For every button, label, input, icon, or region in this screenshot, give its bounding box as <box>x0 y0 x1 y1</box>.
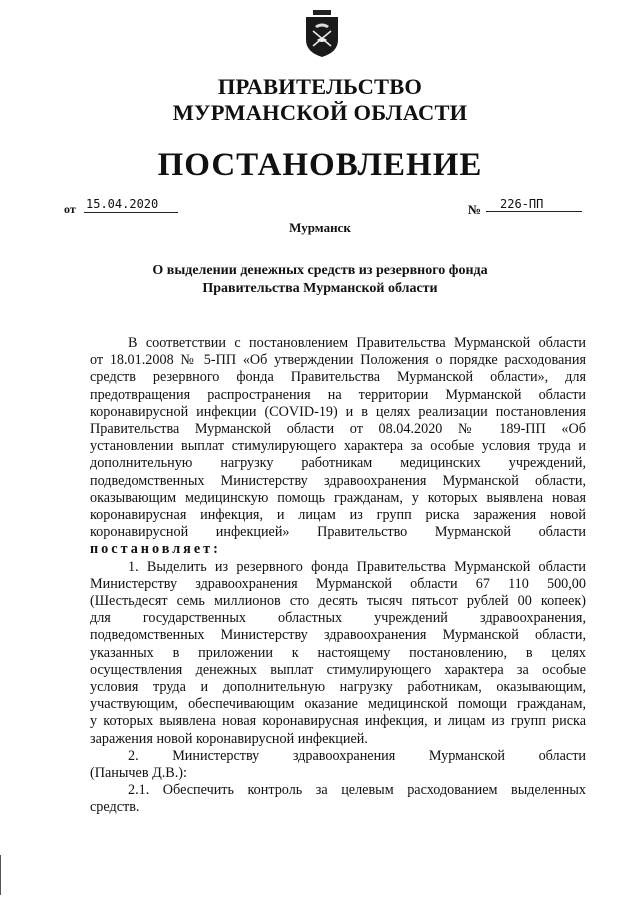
subject-line-2: Правительства Мурманской области <box>202 281 438 296</box>
item1-line: подведомственных Министерству здравоохранения Мурманской области, <box>90 627 586 644</box>
coat-of-arms-icon <box>302 10 342 58</box>
resolves-word <box>90 541 586 558</box>
item1-line: условия труда и дополнительную нагрузку работникам, оказывающим, <box>90 679 586 696</box>
intro-line: предотвращения распространения на территории Мурманской области <box>90 386 586 403</box>
item21-line: 2.1. Обеспечить контроль за целевым расходованием выделенных <box>128 782 586 799</box>
intro-line: подведомственных Министерству здравоохранения Мурманской области, <box>90 472 586 489</box>
decree-date: 15.04.2020 <box>84 196 178 213</box>
intro-line: Правительства Мурманской области от 08.04.2020 № 189-ПП «Об <box>90 421 586 438</box>
resolves-text: постановляет: <box>90 541 221 558</box>
intro-line: В соответствии с постановлением Правительства Мурманской области <box>128 335 586 351</box>
scan-margin-mark <box>0 855 1 895</box>
item1-line: указанных в приложении к настоящему постановлению, в целях <box>90 644 586 661</box>
item1-line: участвующим, обеспечивающим оказание медицинской помощи гражданам, <box>90 696 586 713</box>
city-name: Мурманск <box>289 220 351 235</box>
government-title <box>0 74 640 126</box>
number-prefix: № <box>468 202 482 217</box>
gov-line-2: МУРМАНСКОЙ ОБЛАСТИ <box>172 100 468 125</box>
item1-line: 1. Выделить из резервного фонда Правительства Мурманской области <box>128 558 586 575</box>
intro-line: установлении выплат стимулирующего характера за особые условия труда и <box>90 438 586 455</box>
item1-line: Министерству здравоохранения Мурманской области 67 110 500,00 <box>90 575 586 592</box>
document-type-title: ПОСТАНОВЛЕНИЕ <box>157 147 483 183</box>
intro-line: коронавирусная инфекция, и лицам из групп риска заражения новой <box>90 507 586 524</box>
gov-line-1: ПРАВИТЕЛЬСТВО <box>217 74 423 99</box>
intro-line: дополнительную нагрузку работникам медицинских учреждений, <box>90 455 586 472</box>
decree-subject <box>0 262 640 298</box>
decree-body <box>90 335 586 817</box>
item1-line: у которых выявлена новая коронавирусная инфекция, и лицам из групп риска <box>90 713 586 730</box>
item1-line: заражения новой коронавирусной инфекцией. <box>90 730 368 747</box>
intro-line: средств резервного фонда Правительства Мурманской области», для <box>90 369 586 386</box>
date-prefix: от <box>64 202 76 216</box>
subject-line-1: О выделении денежных средств из резервного фонда <box>152 263 488 278</box>
intro-line: коронавирусной инфекцией» Правительство Мурманской области <box>90 524 586 541</box>
item21-line: средств. <box>90 799 140 816</box>
decree-number: 226-ПП <box>486 196 582 212</box>
item1-line: (Шестьдесят семь миллионов сто десять тысяч пятьсот рублей 00 копеек) <box>90 593 586 610</box>
item1-line: осуществления денежных выплат стимулирующего характера за особые <box>90 661 586 678</box>
intro-line: оказывающим медицинскую помощь гражданам, у которых выявлена новая <box>90 489 586 506</box>
intro-line: коронавирусной инфекции (COVID-19) и в целях реализации постановления <box>90 403 586 420</box>
intro-line: от 18.01.2008 № 5-ПП «Об утверждении Положения о порядке расходования <box>90 352 586 369</box>
date-number-row <box>0 196 640 220</box>
item1-line: для государственных областных учреждений здравоохранения, <box>90 610 586 627</box>
item2-line: 2. Министерству здравоохранения Мурманской области <box>128 747 586 764</box>
item2-line: (Панычев Д.В.): <box>90 765 187 782</box>
